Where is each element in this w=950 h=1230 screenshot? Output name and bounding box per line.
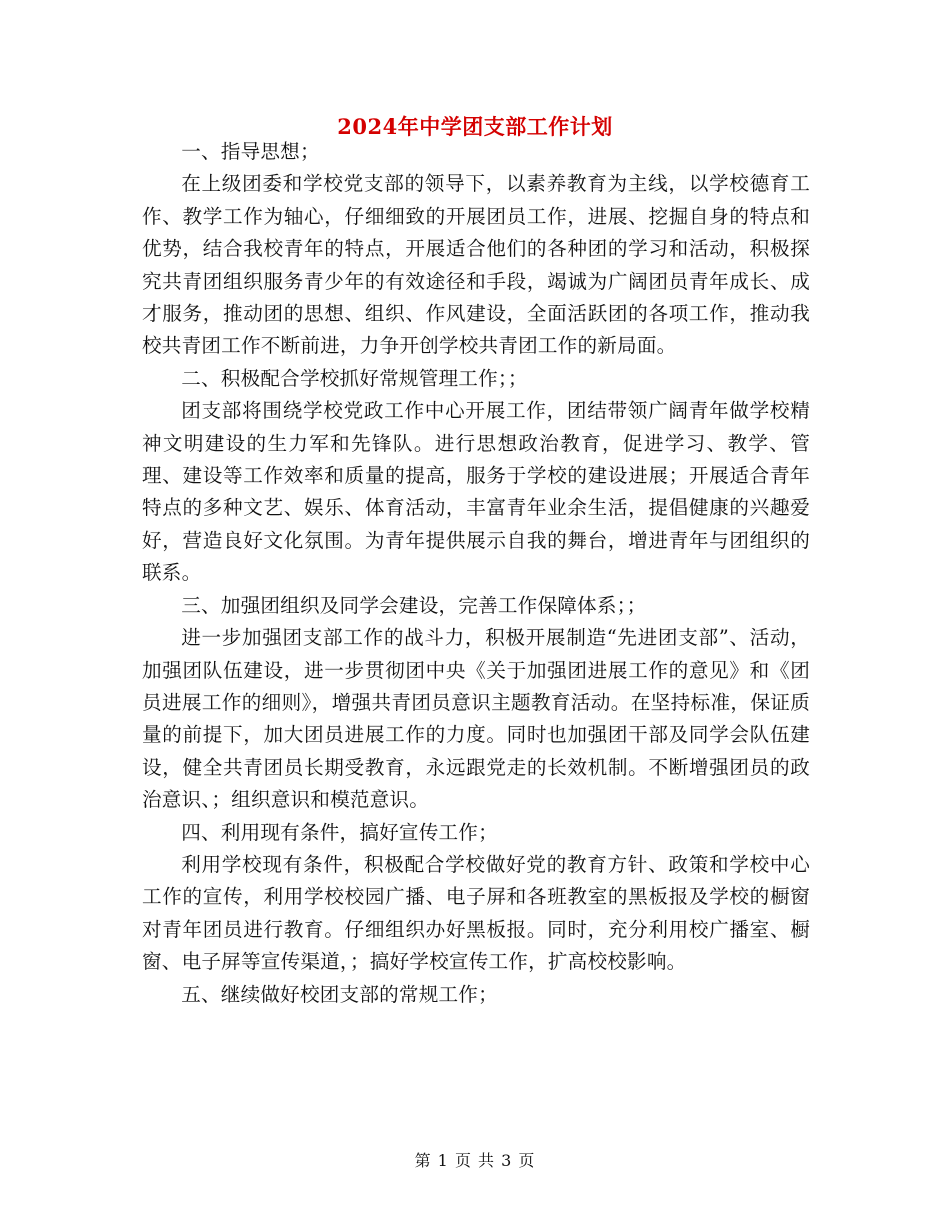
page-number-footer: 第 1 页 共 3 页 [414,1151,536,1170]
body-paragraph-2: 团支部将围绕学校党政工作中心开展工作，团结带领广阔青年做学校精神文明建设的生力军和先锋队。进行思想政治教育，促进学习、教学、管理、建设等工作效率和质量的提高，服务于学校的建设进展；开展适合青年特点的多种文艺、娱乐、体育活动，丰富青年业余生活，提倡健康的兴趣爱好，营造良好文化氛围。为青年提供展示自我的舞台，增进青年与团组织的联系。 [142,399,810,585]
document-title: 2024年中学团支部工作计划 [337,114,613,139]
section-heading-5: 五、继续做好校团支部的常规工作； [181,982,498,1006]
section-heading-1: 一、指导思想； [181,140,320,163]
body-paragraph-4: 利用学校现有条件，积极配合学校做好党的教育方针、政策和学校中心工作的宣传，利用学校校园广播、电子屏和各班教室的黑板报及学校的橱窗对青年团员进行教育。仔细组织办好黑板报。同时，充分利用校广播室、橱窗、电子屏等宣传渠道，；搞好学校宣传工作，扩高校校影响。 [142,852,810,974]
section-heading-3: 三、加强团组织及同学会建设，完善工作保障体系；； [181,593,647,617]
document-body [142,136,810,1011]
body-paragraph-3: 进一步加强团支部工作的战斗力，积极开展制造“先进团支部”、活动，加强团队伍建设，进一步贯彻团中央《关于加强团进展工作的意见》和《团员进展工作的细则》，增强共青团员意识主题教育活动。在坚持标准，保证质量的前提下，加大团员进展工作的力度。同时也加强团干部及同学会队伍建设，健全共青团员长期受教育，永远跟党走的长效机制。不断增强团员的政治意识、；组织意识和模范意识。 [142,626,810,812]
body-paragraph-1: 在上级团委和学校党支部的领导下，以素养教育为主线，以学校德育工作、教学工作为轴心，仔细细致的开展团员工作，进展、挖掘自身的特点和优势，结合我校青年的特点，开展适合他们的各种团的学习和活动，积极探究共青团组织服务青少年的有效途径和手段，竭诚为广阔团员青年成长、成才服务，推动团的思想、组织、作风建设，全面活跃团的各项工作，推动我校共青团工作不断前进，力争开创学校共青团工作的新局面。 [142,172,810,358]
section-heading-2: 二、积极配合学校抓好常规管理工作；； [181,366,528,390]
section-heading-4: 四、利用现有条件，搞好宣传工作； [181,820,498,844]
